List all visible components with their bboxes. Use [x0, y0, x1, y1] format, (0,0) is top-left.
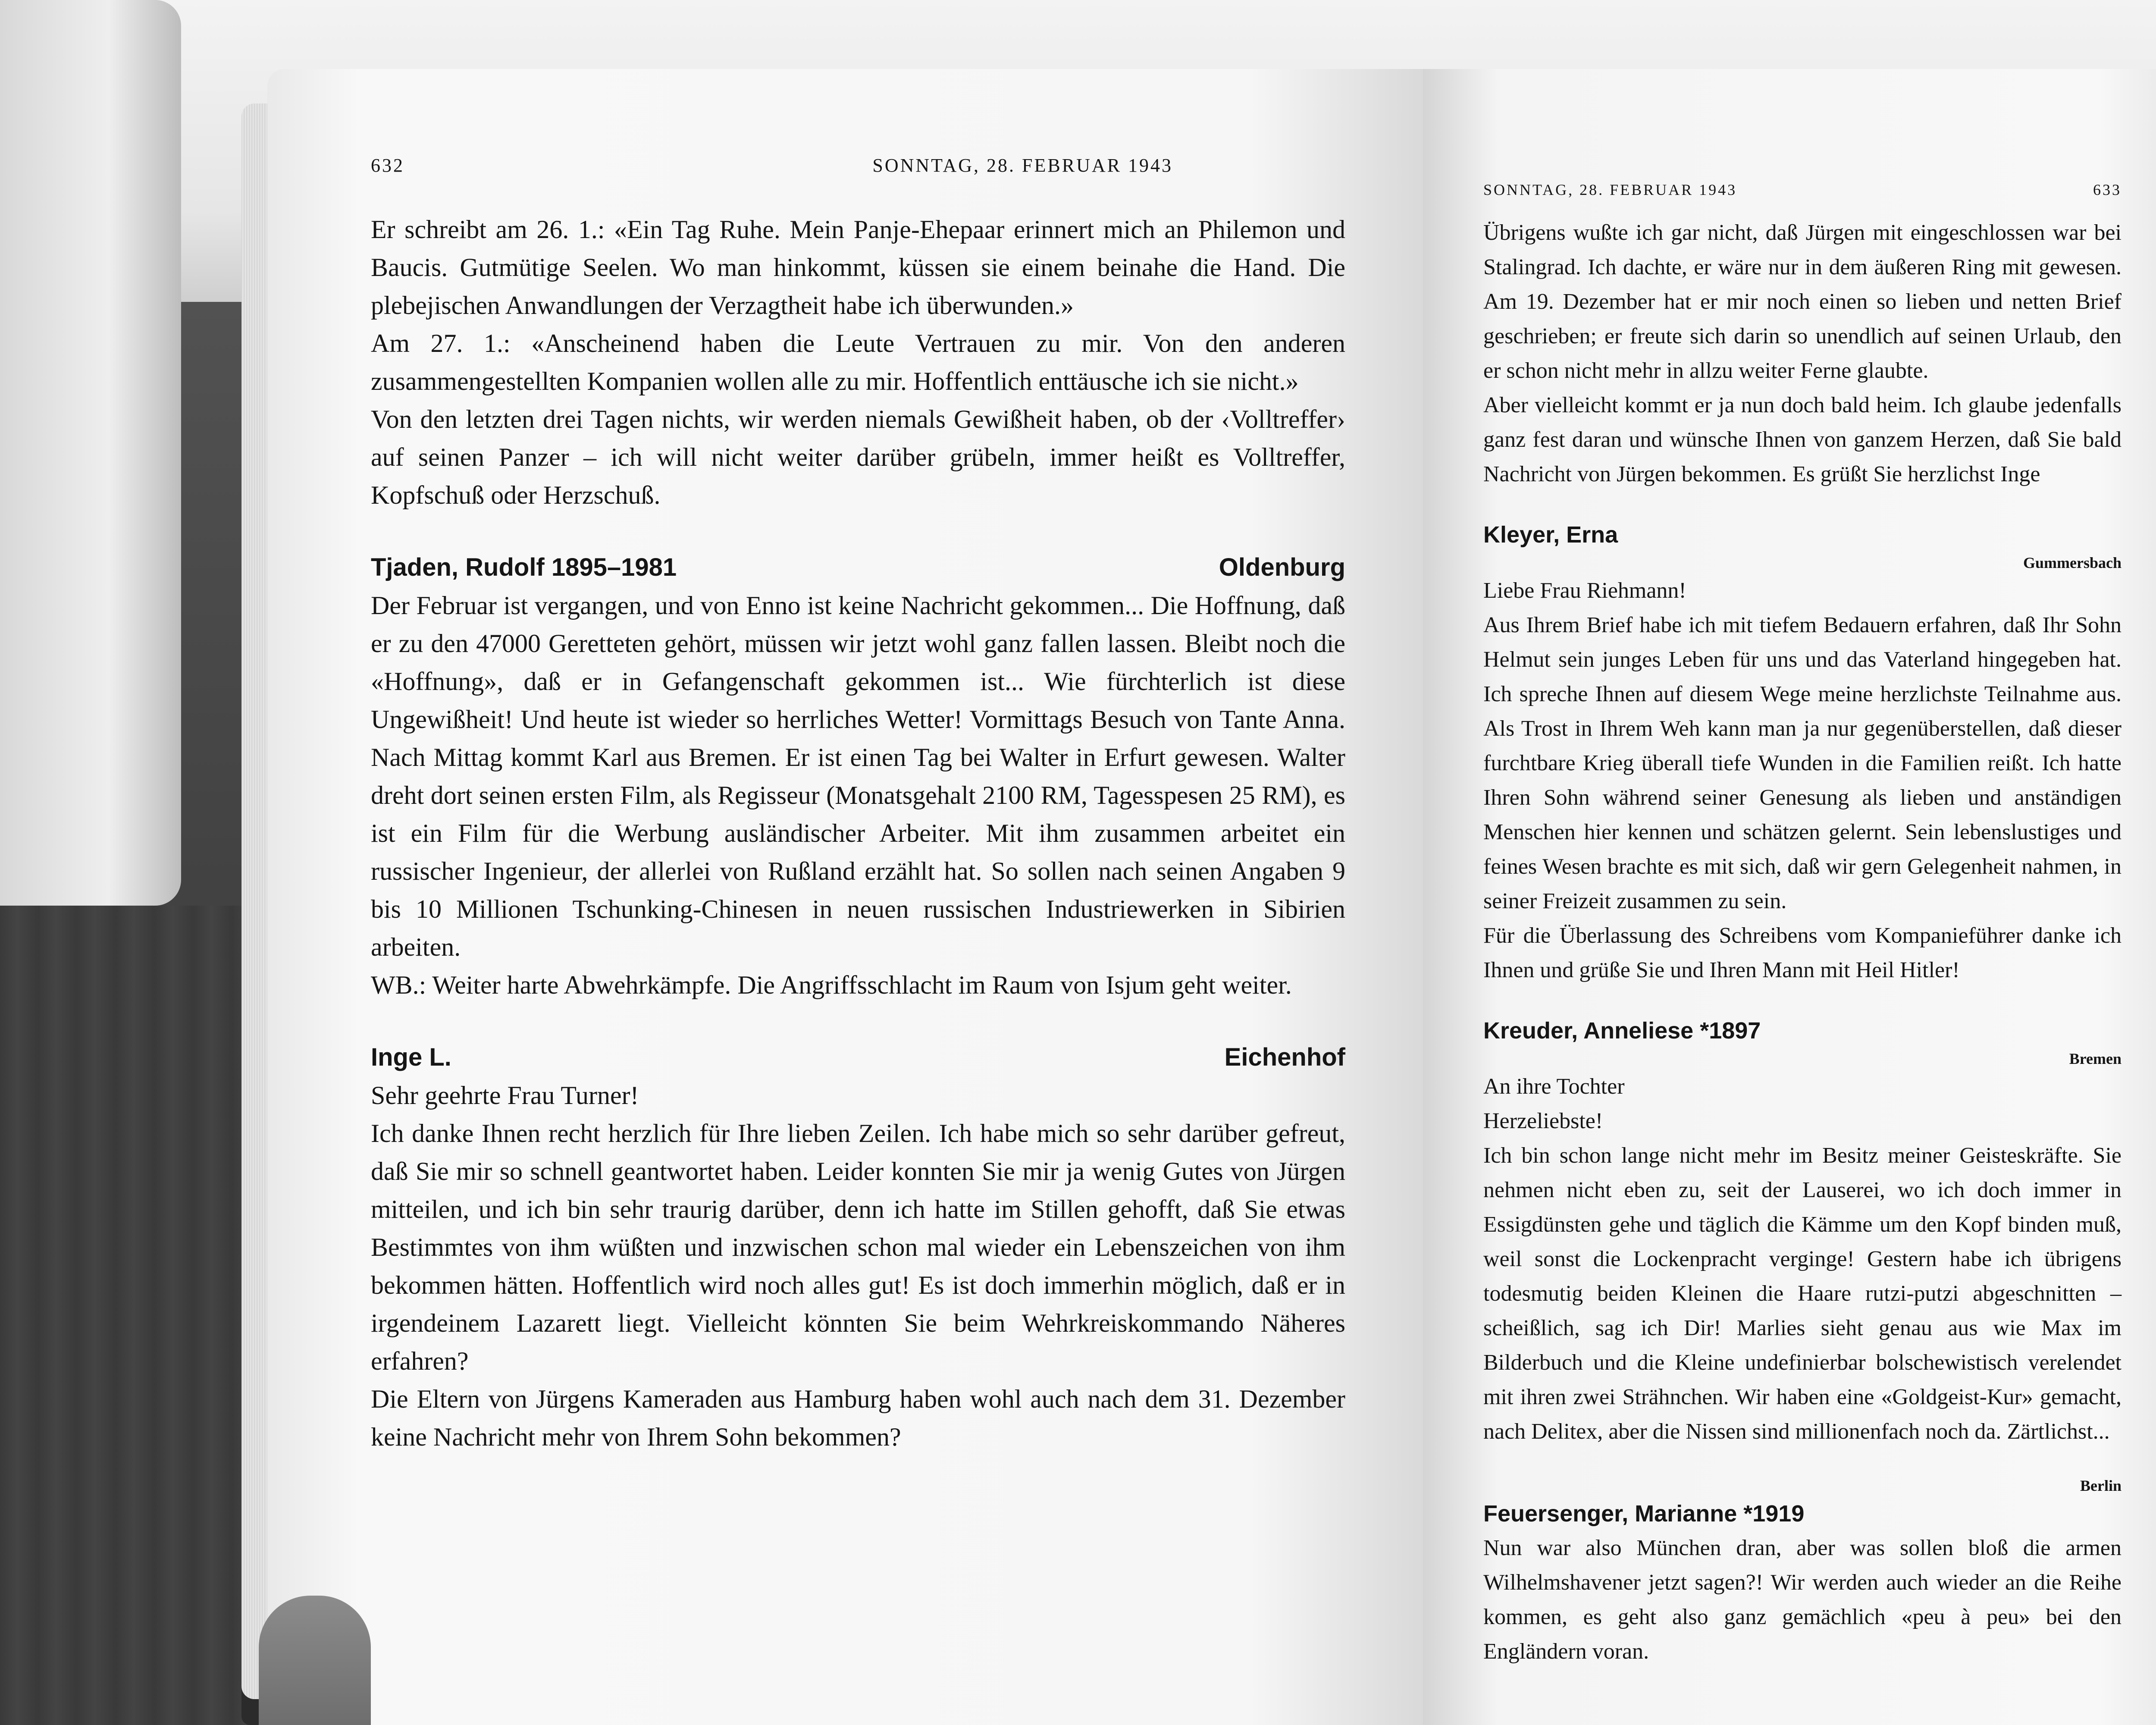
entry-place: Bremen	[2069, 1050, 2122, 1067]
entry-paragraph: Für die Überlassung des Schreibens vom Kompanieführer danke ich Ihnen und grüße Sie und Ihren Mann mit Heil Hitler!	[1483, 923, 2122, 982]
left-running-title: SONNTAG, 28. FEBRUAR 1943	[872, 155, 1173, 176]
left-page	[267, 69, 1423, 1725]
right-page-number: 633	[2093, 181, 2122, 198]
entry-paragraph: An ihre Tochter	[1483, 1074, 1625, 1099]
entry-paragraph: Sehr geehrte Frau Turner!	[371, 1081, 639, 1110]
right-page	[1423, 69, 2156, 1725]
entry-place: Oldenburg	[1219, 553, 1345, 581]
left-opening-paragraph: Von den letzten drei Tagen nichts, wir werden niemals Gewißheit haben, ob der ‹Volltreffer› auf seinen Panzer – ich will nicht weiter darüber grübeln, immer heißt es Volltreffer, Kopfschuß oder Herzschuß.	[371, 405, 1345, 509]
right-opening-paragraph: Aber vielleicht kommt er ja nun doch bald heim. Ich glaube jedenfalls ganz fest daran und wünsche Ihnen von ganzem Herzen, daß Sie bald Nachricht von Jürgen bekommen. Es grüßt Sie herzlichst Inge	[1483, 393, 2122, 486]
entry-paragraph: Liebe Frau Riehmann!	[1483, 578, 1686, 603]
entry-place: Eichenhof	[1224, 1043, 1345, 1071]
entry-paragraph: Ich bin schon lange nicht mehr im Besitz meiner Geisteskräfte. Sie nehmen nicht eben zu, seit der Lauserei, wo ich doch immer in Essigdünsten gehe und täglich die Kämme um den Kopf binden muß, weil sonst die Lockenpracht verginge! Gestern habe ich übrigens todesmutig beiden Kleinen die Haare rutzi-putzi abgeschnitten – scheißlich, sag ich Dir! Marlies sieht genau aus wie Max im Bilderbuch und die Kleine undefinierbar bolschewistisch verelendet mit ihren zwei Strähnchen. Wir haben eine «Goldgeist-Kur» gemacht, nach Delitex, aber die Nissen sind millionenfach noch da. Zärtlichst...	[1483, 1143, 2122, 1444]
entry-paragraph: Nun war also München dran, aber was sollen bloß die armen Wilhelmshavener jetzt sagen?! Wir werden auch wieder an die Reihe kommen, es geht also ganz gemächlich «peu à peu» bei den Engländern voran.	[1483, 1536, 2122, 1664]
right-page-header	[1483, 172, 2122, 207]
entry-heading	[371, 1038, 1345, 1076]
entry-author: Feuersenger, Marianne *1919	[1483, 1501, 1805, 1527]
diary-entry	[1483, 518, 2122, 988]
foam-support-left	[0, 0, 181, 906]
diary-entry	[371, 1038, 1345, 1456]
entry-paragraph: Aus Ihrem Brief habe ich mit tiefem Bedauern erfahren, daß Ihr Sohn Helmut sein junges Leben für uns und das Vaterland hingegeben hat. Ich spreche Ihnen auf diesem Wege meine herzlichste Teilnahme aus. Als Trost in Ihrem Weh kann man ja nur gegenüberstellen, daß dieser furchtbare Krieg überall tiefe Wunden in die Familien reißt. Ich hatte Ihren Sohn während seiner Genesung als lieben und anständigen Menschen hier kennen und schätzen gelernt. Sein lebenslustiges und feines Wesen brachte es mit sich, daß wir gern Gelegenheit nahmen, in seiner Freizeit zusammen zu sein.	[1483, 613, 2122, 913]
diary-entry	[371, 549, 1345, 1004]
entry-paragraph: Herzeliebste!	[1483, 1109, 1603, 1133]
entry-place: Gummersbach	[2023, 554, 2122, 571]
left-page-header	[371, 147, 1345, 185]
right-page-text	[1483, 172, 2122, 1669]
entry-author: Kleyer, Erna	[1483, 522, 1618, 548]
right-running-title: SONNTAG, 28. FEBRUAR 1943	[1483, 181, 1737, 198]
left-page-text	[371, 147, 1345, 1456]
entry-author: Inge L.	[371, 1043, 451, 1071]
entry-place: Berlin	[2080, 1477, 2122, 1494]
right-opening-paragraph: Übrigens wußte ich gar nicht, daß Jürgen mit eingeschlossen war bei Stalingrad. Ich dachte, er wäre nur in dem äußeren Ring mit gewesen. Am 19. Dezember hat er mir noch einen so lieben und netten Brief geschrieben; er freute sich darin so unendlich auf seinen Urlaub, den er schon nicht mehr in allzu weiter Ferne glaubte.	[1483, 220, 2122, 383]
open-book	[267, 69, 2156, 1725]
entry-paragraph: Ich danke Ihnen recht herzlich für Ihre lieben Zeilen. Ich habe mich so sehr darüber gefreut, daß Sie mir so schnell geantwortet haben. Leider konnten Sie mir ja wenig Gutes von Jürgen mitteilen, und ich bin sehr traurig darüber, denn ich hatte im Stillen gehofft, daß Sie etwas Bestimmtes von ihm wüßten und inzwischen schon mal wieder ein Lebenszeichen von ihm bekommen hätten. Hoffentlich wird noch alles gut! Es ist doch immerhin möglich, daß er in irgendeinem Lazarett liegt. Vielleicht könnten Sie beim Wehrkreiskommando Näheres erfahren?	[371, 1119, 1345, 1375]
hand-thumb	[259, 1596, 371, 1725]
left-opening-paragraph: Am 27. 1.: «Anscheinend haben die Leute Vertrauen zu mir. Von den anderen zusammengestellten Kompanien wollen alle zu mir. Hoffentlich enttäusche ich sie nicht.»	[371, 329, 1345, 395]
entry-paragraph: Die Eltern von Jürgens Kameraden aus Hamburg haben wohl auch nach dem 31. Dezember keine Nachricht mehr von Ihrem Sohn bekommen?	[371, 1385, 1345, 1451]
entry-heading	[371, 549, 1345, 586]
left-page-number: 632	[371, 155, 404, 176]
entry-author: Tjaden, Rudolf 1895–1981	[371, 553, 677, 581]
entry-paragraph: Der Februar ist vergangen, und von Enno ist keine Nachricht gekommen... Die Hoffnung, daß er zu den 47000 Geretteten gehört, müssen wir jetzt wohl ganz fallen lassen. Bleibt noch die «Hoffnung», daß er in Gefangenschaft gekommen ist... Wie fürchterlich ist diese Ungewißheit! Und heute ist wieder so herrliches Wetter! Vormittags Besuch von Tante Anna. Nach Mittag kommt Karl aus Bremen. Er ist einen Tag bei Walter in Erfurt gewesen. Walter dreht dort seinen ersten Film, als Regisseur (Monatsgehalt 2100 RM, Tagesspesen 25 RM), es ist ein Film für die Werbung ausländischer Arbeiter. Mit ihm zusammen arbeitet ein russischer Ingenieur, der allerlei von Rußland erzählt hat. So sollen nach seinen Angaben 9 bis 10 Millionen Tschunking-Chinesen in neuen russischen Industriewerken in Sibirien arbeiten.	[371, 591, 1345, 961]
entry-author: Kreuder, Anneliese *1897	[1483, 1018, 1761, 1044]
entry-paragraph: WB.: Weiter harte Abwehrkämpfe. Die Angriffsschlacht im Raum von Isjum geht weiter.	[371, 971, 1292, 999]
diary-entry	[1483, 1013, 2122, 1449]
diary-entry	[1483, 1475, 2122, 1669]
left-opening-paragraph: Er schreibt am 26. 1.: «Ein Tag Ruhe. Mein Panje-Ehepaar erinnert mich an Philemon und Baucis. Gutmütige Seelen. Wo man hinkommt, küssen sie einem beinahe die Hand. Die plebejischen Anwandlungen der Verzagtheit habe ich überwunden.»	[371, 215, 1345, 320]
